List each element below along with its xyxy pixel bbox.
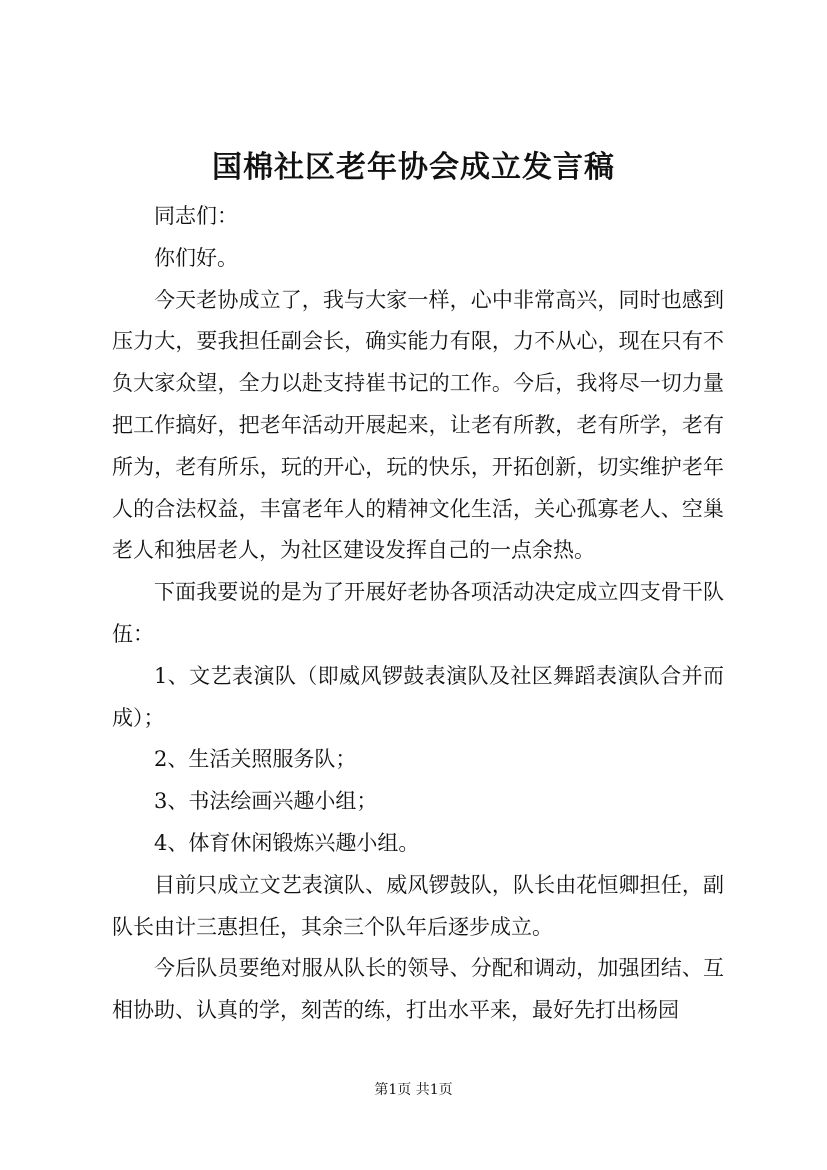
paragraph-hello: 你们好。 (154, 245, 238, 270)
list-item-team-1: 1、文艺表演队（即威风锣鼓表演队及社区舞蹈表演队合并而成）； (112, 663, 724, 730)
list-item-team-3: 3、书法绘画兴趣小组； (154, 789, 378, 814)
page-footer: 第1页 共1页 (374, 1082, 453, 1098)
list-item-team-4: 4、体育休闲锻炼兴趣小组。 (154, 830, 420, 855)
paragraph-current-status: 目前只成立文艺表演队、威风锣鼓队，队长由花恒卿担任，副队长由计三惠担任，其余三个队年后逐步成立。 (112, 872, 724, 939)
paragraph-teams-intro: 下面我要说的是为了开展好老协各项活动决定成立四支骨干队伍： (112, 580, 724, 646)
paragraph-intro: 今天老协成立了，我与大家一样，心中非常高兴，同时也感到压力大，要我担任副会长，确实能力有限，力不从心，现在只有不负大家众望，全力以赴支持崔书记的工作。今后，我将尽一切力量把工作搞好，把老年活动开展起来，让老有所教，老有所学，老有所为，老有所乐，玩的开心，玩的快乐，开拓创新，切实维护老年人的合法权益，丰富老年人的精神文化生活，关心孤寡老人、空巢老人和独居老人，为社区建设发挥自己的一点余热。 (112, 287, 724, 563)
document-title: 国棉社区老年协会成立发言稿 (212, 150, 615, 185)
paragraph-greeting: 同志们： (154, 204, 238, 228)
paragraph-requirements: 今后队员要绝对服从队长的领导、分配和调动，加强团结、互相协助、认真的学，刻苦的练，打出水平来，最好先打出杨园 (112, 956, 724, 1023)
document-body (112, 196, 724, 1032)
list-item-team-2: 2、生活关照服务队； (154, 747, 357, 772)
